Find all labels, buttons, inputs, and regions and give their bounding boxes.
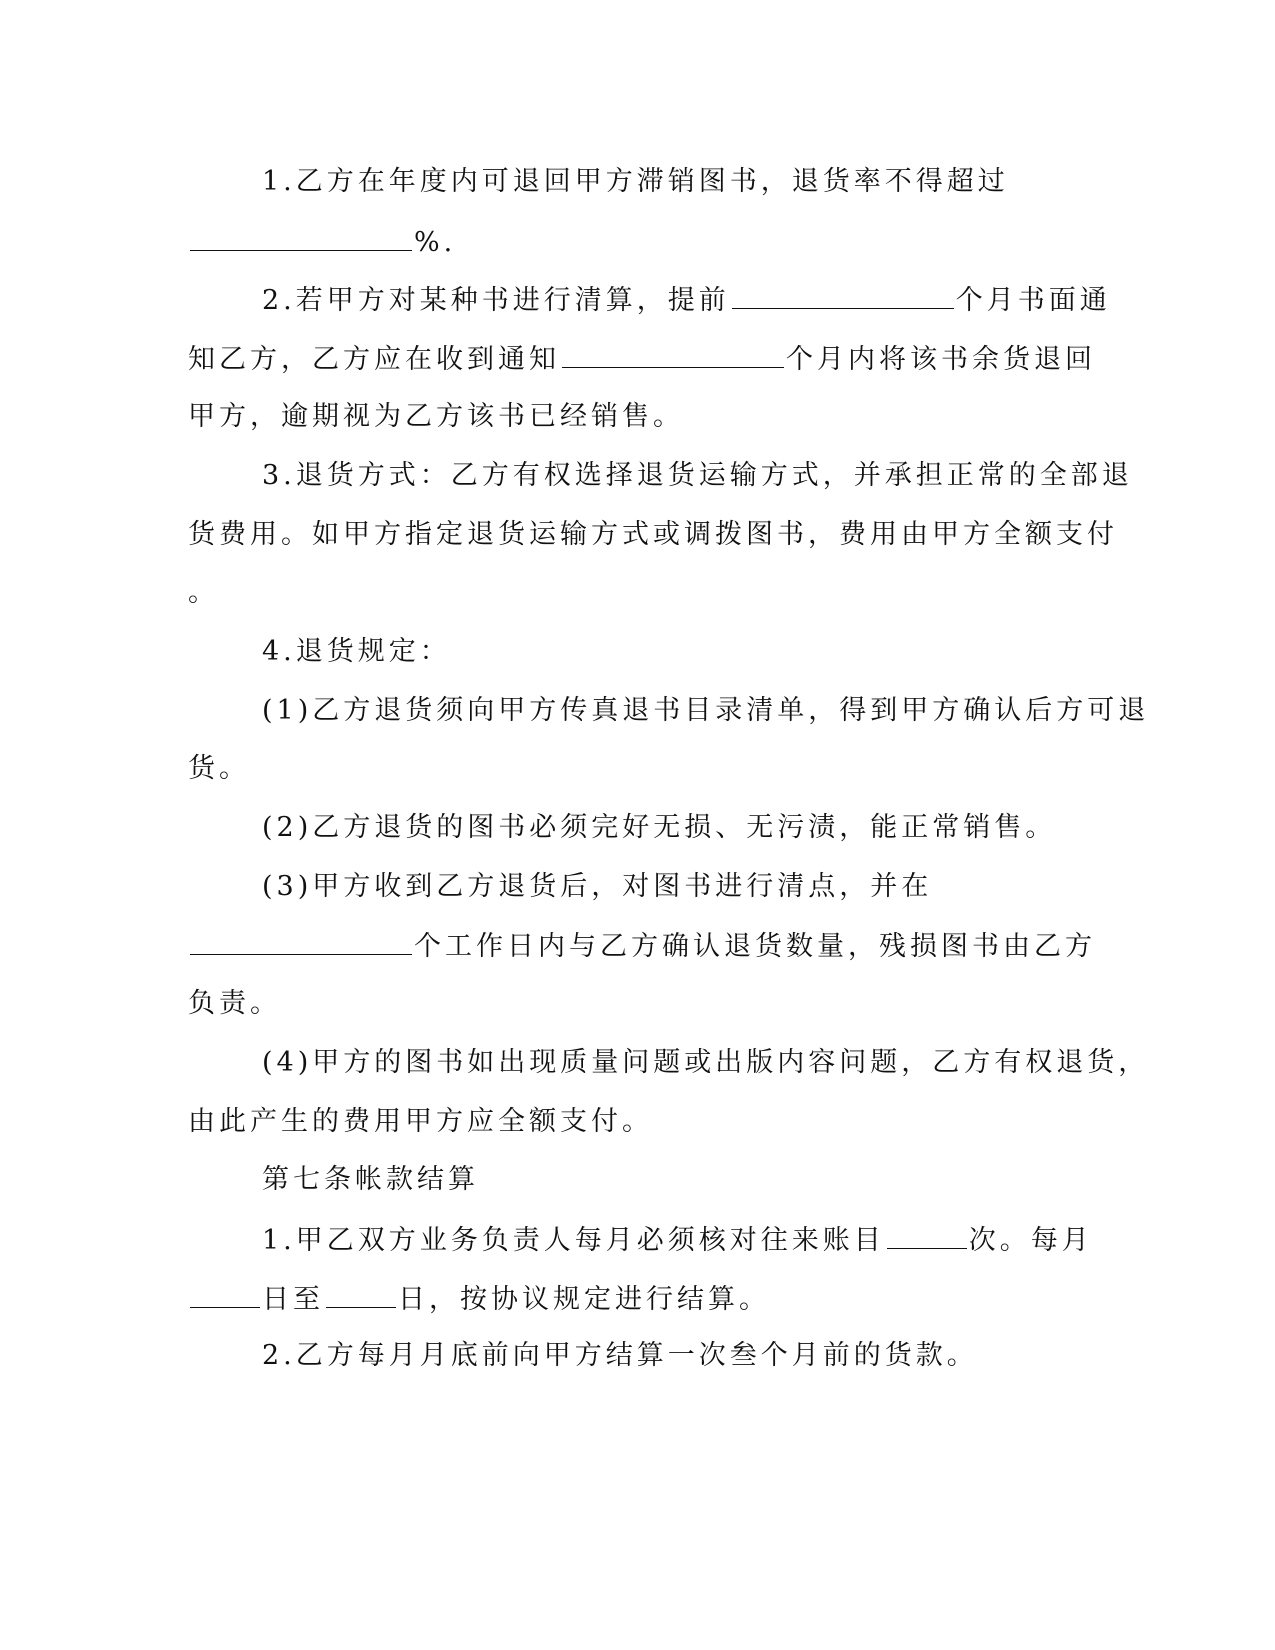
line-text: %. — [414, 227, 457, 258]
line-text: 知乙方，乙方应在收到通知 — [188, 344, 560, 375]
line-text: 2.乙方每月月底前向甲方结算一次叁个月前的货款。 — [262, 1340, 978, 1371]
line-text: 负责。 — [188, 988, 281, 1019]
text-line — [262, 1339, 1162, 1373]
line-text: 次。每月 — [968, 1225, 1093, 1256]
fill-blank[interactable] — [732, 282, 954, 309]
line-text: 。 — [188, 577, 219, 608]
line-text: 甲方，逾期视为乙方该书已经销售。 — [188, 401, 684, 432]
text-line — [262, 1046, 1162, 1080]
fill-blank[interactable] — [190, 928, 412, 955]
line-text: 4.退货规定： — [262, 636, 451, 667]
text-line — [188, 341, 1096, 377]
section-heading — [262, 1163, 1162, 1197]
line-text: 日，按协议规定进行结算。 — [398, 1284, 770, 1315]
fill-blank[interactable] — [887, 1222, 967, 1249]
fill-blank[interactable] — [562, 341, 784, 368]
fill-blank[interactable] — [190, 224, 412, 251]
text-line — [262, 1222, 1162, 1258]
line-text: 1.甲乙双方业务负责人每月必须核对往来账目 — [262, 1225, 885, 1256]
line-text: 货费用。如甲方指定退货运输方式或调拨图书，费用由甲方全额支付 — [188, 519, 1118, 550]
text-line — [188, 518, 1118, 552]
line-text: 个月内将该书余货退回 — [786, 344, 1096, 375]
line-text: 1.乙方在年度内可退回甲方滞销图书，退货率不得超过 — [262, 166, 1009, 197]
text-line — [188, 752, 1088, 786]
line-text: 个工作日内与乙方确认退货数量，残损图书由乙方 — [414, 931, 1096, 962]
line-text: (4)甲方的图书如出现质量问题或出版内容问题，乙方有权退货， — [262, 1047, 1150, 1078]
text-line — [188, 400, 1088, 434]
line-text: (1)乙方退货须向甲方传真退书目录清单，得到甲方确认后方可退 — [262, 695, 1150, 726]
line-text: 第七条帐款结算 — [262, 1164, 479, 1195]
line-text: 3.退货方式：乙方有权选择退货运输方式，并承担正常的全部退 — [262, 460, 1133, 491]
text-line — [188, 576, 1088, 610]
line-text: 货。 — [188, 753, 250, 784]
fill-blank[interactable] — [190, 1281, 260, 1308]
text-line — [262, 635, 1162, 669]
text-line — [262, 811, 1162, 845]
text-line — [262, 165, 1162, 199]
line-text: 由此产生的费用甲方应全额支付。 — [188, 1106, 653, 1137]
text-line — [262, 282, 1162, 318]
text-line — [262, 870, 1162, 904]
line-text: (3)甲方收到乙方退货后，对图书进行清点，并在 — [262, 871, 933, 902]
text-line — [188, 987, 1088, 1021]
line-text: 个月书面通 — [955, 285, 1111, 316]
text-line — [188, 1281, 1088, 1317]
text-line — [262, 459, 1162, 493]
text-line — [188, 1105, 1088, 1139]
fill-blank[interactable] — [326, 1281, 396, 1308]
line-text: (2)乙方退货的图书必须完好无损、无污渍，能正常销售。 — [262, 812, 1057, 843]
text-line — [188, 928, 1096, 964]
line-text: 日至 — [262, 1284, 324, 1315]
text-line — [188, 224, 1088, 260]
line-text: 2.若甲方对某种书进行清算，提前 — [262, 285, 730, 316]
text-line — [262, 694, 1162, 728]
